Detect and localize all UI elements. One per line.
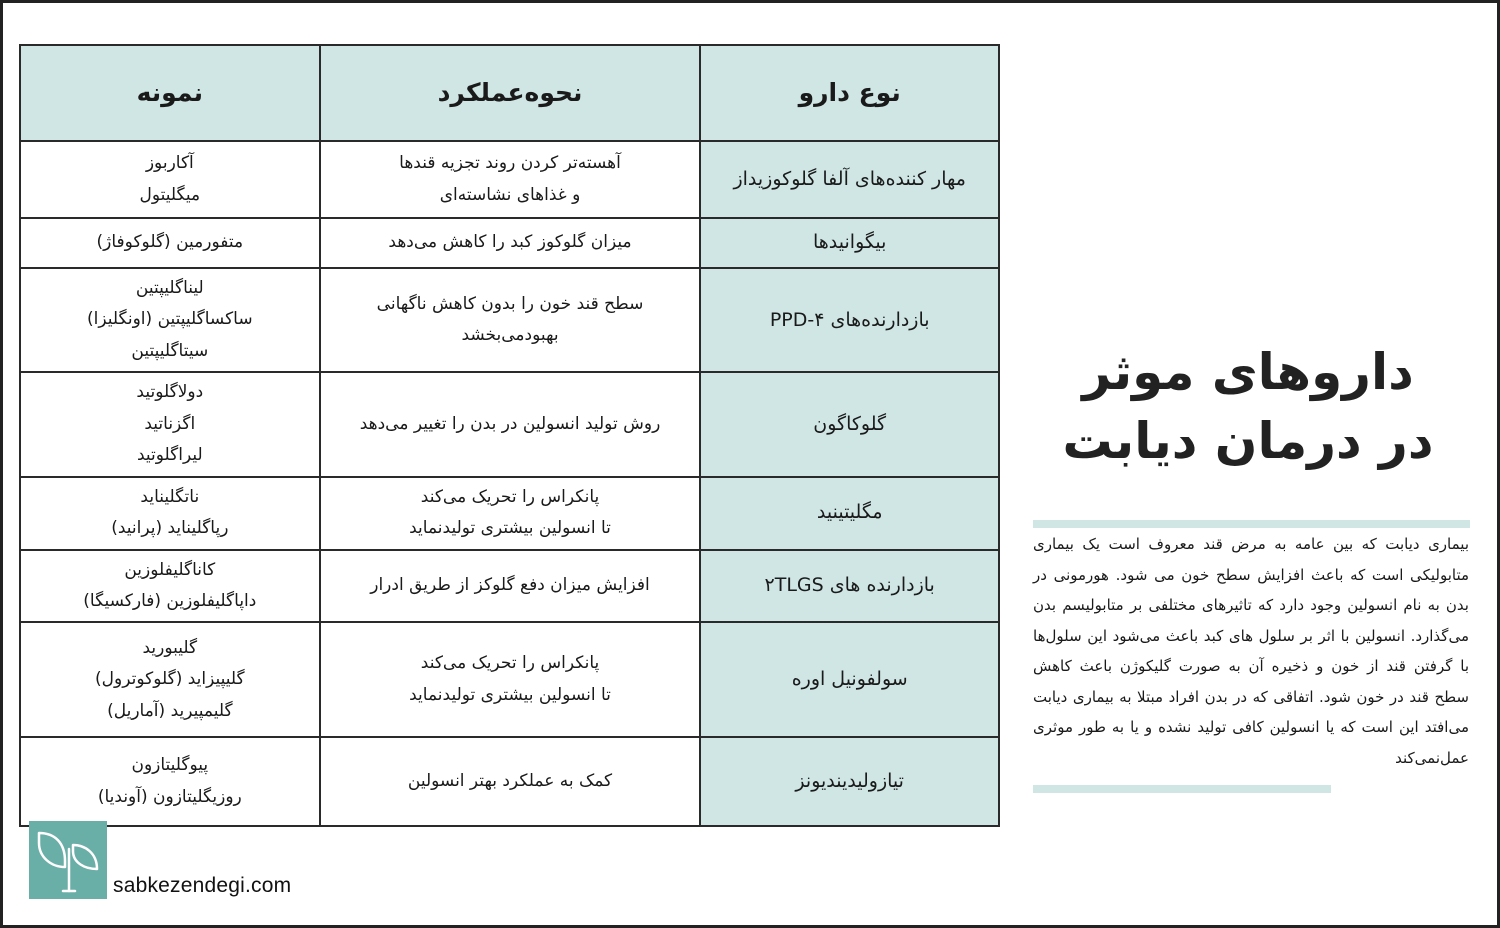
mechanism-cell (320, 550, 701, 623)
mechanism-cell (320, 477, 701, 550)
mechanism-cell (320, 218, 701, 268)
table-row (20, 622, 999, 737)
mechanism-cell (320, 141, 701, 218)
example-item: سیتاگلیپتین (131, 340, 209, 361)
mechanism-line: آهسته‌تر کردن روند تجزیه قندها (399, 153, 621, 174)
intro-paragraph: بیماری دیابت که بین عامه به مرض قند معروف است یک بیماری متابولیکی است که باعث افزایش سطح خون می شود. هورمونی در بدن به نام انسولین وجود دارد که تاثیرهای مختلفی بر متابولیسم بدن می‌گذارد. انسولین با اثر بر سلول های کبد باعث می‌شود این سلول‌ها با گرفتن قند از خون و ذخیره آن به صورت گلیکوژن باعث کاهش سطح قند در خون شود. اتفاقی که در بدن افراد مبتلا به بیماری دیابت می‌افتد این است که یا انسولین کافی تولید نشده و یا به طور موثری عمل‌نمی‌کند (1033, 535, 1469, 767)
mechanism-line: روش تولید انسولین در بدن را تغییر می‌دهد (359, 413, 661, 434)
mechanism-cell (320, 372, 701, 476)
drug-type-cell: تیازولیدیندیونز (700, 737, 999, 826)
drug-type-cell: مگلیتینید (700, 477, 999, 550)
drug-type-cell: بازدارنده های ۲TLGS (700, 550, 999, 623)
drug-type-cell: بیگوانیدها (700, 218, 999, 268)
mechanism-line: پانکراس را تحریک می‌کند (420, 653, 600, 674)
mechanism-line: پانکراس را تحریک می‌کند (420, 486, 600, 507)
drug-type-cell: سولفونیل اوره (700, 622, 999, 737)
mechanism-line: بهبود‌می‌بخشد (461, 325, 559, 346)
drug-type-cell: بازدارنده‌های ۴-PPD (700, 268, 999, 372)
example-cell (20, 477, 320, 550)
mechanism-line: تا انسولین بیشتری تولید‌نماید (409, 518, 611, 539)
mechanism-cell (320, 737, 701, 826)
accent-divider-bottom (1033, 785, 1331, 793)
example-cell (20, 372, 320, 476)
accent-divider-top (1033, 520, 1470, 528)
diabetes-drugs-table (19, 44, 1000, 827)
example-item: گلیمپیرید (آماریل) (107, 700, 233, 721)
example-item: پیوگلیتازون (131, 755, 209, 776)
example-item: اگزناتید (144, 413, 196, 434)
example-cell (20, 218, 320, 268)
header-mechanism: نحوه‌عملکرد (320, 45, 701, 141)
example-item: آکاربوز (145, 153, 194, 174)
example-cell (20, 622, 320, 737)
table-row (20, 268, 999, 372)
mechanism-line: افزایش میزان دفع گلوکز از طریق ادرار (370, 575, 650, 596)
example-item: روزیگلیتازون (آوندیا) (97, 786, 242, 807)
example-cell (20, 737, 320, 826)
brand-logo-icon (29, 821, 107, 899)
example-item: میگلیتول (139, 184, 201, 205)
example-cell (20, 268, 320, 372)
table-row (20, 477, 999, 550)
example-item: ناتگلیناید (140, 486, 200, 507)
mechanism-line: کمک به عملکرد بهتر انسولین (407, 771, 613, 792)
drug-type-cell: گلوکاگون (700, 372, 999, 476)
header-example: نمونه (20, 45, 320, 141)
title-line-1: داروهای موثر (1082, 343, 1414, 401)
header-drug-type: نوع دارو (700, 45, 999, 141)
example-item: متفورمین (گلوکوفاژ) (96, 232, 244, 253)
table-row (20, 550, 999, 623)
drug-type-cell: مهار کننده‌های آلفا گلوکوزیداز (700, 141, 999, 218)
example-cell (20, 550, 320, 623)
mechanism-cell (320, 622, 701, 737)
table-row (20, 372, 999, 476)
mechanism-line: تا انسولین بیشتری تولید‌نماید (409, 684, 611, 705)
example-item: کاناگلیفلوزین (124, 559, 216, 580)
site-url: sabkezendegi.com (113, 874, 292, 897)
page-title (1043, 338, 1453, 476)
title-line-2: در درمان دیابت (1062, 412, 1434, 470)
example-item: گلیبورید (142, 637, 198, 658)
example-item: گلیپیزاید (گلوکوترول) (95, 669, 245, 690)
example-item: رپاگلیناید (پرانید) (111, 518, 229, 539)
mechanism-line: سطح قند خون را بدون کاهش ناگهانی (376, 293, 644, 314)
leaf-logo-icon (29, 821, 107, 899)
example-item: دولاگلوتید (136, 382, 204, 403)
example-item: لیناگلیپتین (135, 278, 204, 298)
example-item: داپاگلیفلوزین (فارکسیگا) (83, 590, 257, 611)
mechanism-line: میزان گلوکوز کبد را کاهش می‌دهد (388, 232, 632, 253)
table-row (20, 218, 999, 268)
example-item: ساکساگلیپتین (اونگلیزا) (86, 309, 253, 330)
mechanism-line: و غذاهای نشاسته‌ای (439, 184, 581, 205)
example-cell (20, 141, 320, 218)
example-item: لیراگلوتید (136, 445, 203, 466)
table-row (20, 141, 999, 218)
mechanism-cell (320, 268, 701, 372)
table-row (20, 737, 999, 826)
table-header-row (20, 45, 999, 141)
